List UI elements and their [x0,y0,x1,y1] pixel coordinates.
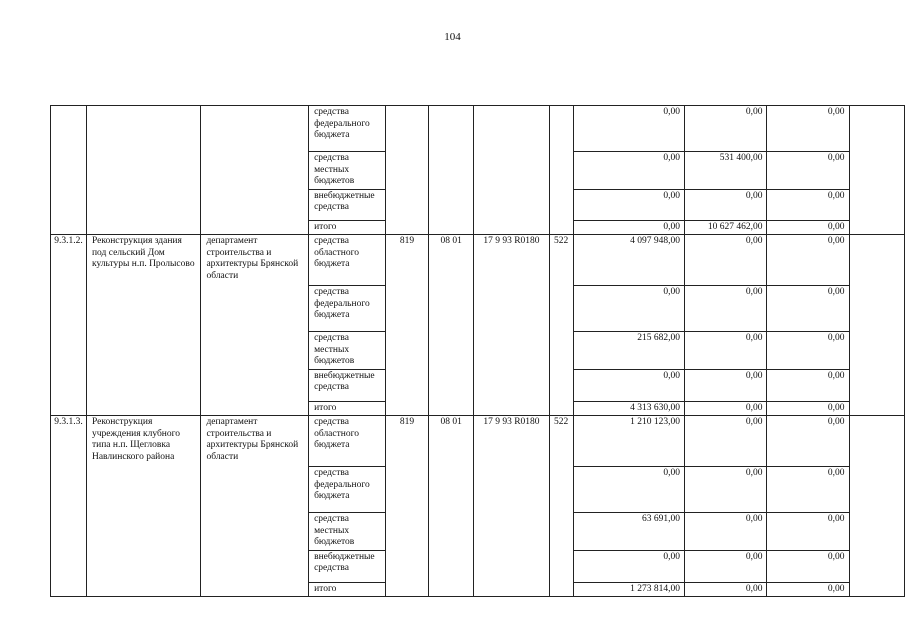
amount-year-1: 0,00 [573,550,684,582]
executor-cell [201,106,309,235]
amount-year-1: 1 210 123,00 [573,416,684,467]
amount-year-2: 0,00 [685,582,767,597]
funding-source: средства областного бюджета [309,235,386,286]
amount-year-1: 0,00 [573,467,684,513]
funding-source: итого [309,401,386,416]
amount-year-3: 0,00 [767,332,849,370]
amount-year-2: 10 627 462,00 [685,220,767,235]
funding-source: средства местных бюджетов [309,332,386,370]
amount-year-3: 0,00 [767,106,849,152]
funding-source: средства местных бюджетов [309,152,386,190]
rzpr-code: 08 01 [429,416,474,597]
amount-year-1: 0,00 [573,152,684,190]
rzpr-cell [429,106,474,235]
amount-year-1: 4 313 630,00 [573,401,684,416]
grbs-code: 819 [385,416,428,597]
amount-year-3: 0,00 [767,369,849,401]
amount-year-1: 1 273 814,00 [573,582,684,597]
amount-year-2: 0,00 [685,286,767,332]
amount-year-2: 0,00 [685,369,767,401]
funding-source: средства федерального бюджета [309,467,386,513]
csr-cell [474,106,550,235]
amount-year-3: 0,00 [767,467,849,513]
amount-year-3: 0,00 [767,513,849,551]
amount-year-3: 0,00 [767,220,849,235]
funding-source: средства местных бюджетов [309,513,386,551]
amount-year-2: 531 400,00 [685,152,767,190]
amount-year-1: 0,00 [573,286,684,332]
table-row [51,106,905,152]
item-name-cell [86,106,201,235]
funding-source: средства федерального бюджета [309,106,386,152]
item-name: Реконструкция учреждения клубного типа н.п. Щегловка Навлинского района [86,416,201,597]
table-row [51,416,905,467]
amount-year-1: 0,00 [573,369,684,401]
funding-source: итого [309,582,386,597]
vr-code: 522 [549,416,573,597]
amount-year-2: 0,00 [685,550,767,582]
amount-year-3: 0,00 [767,416,849,467]
amount-year-1: 63 691,00 [573,513,684,551]
amount-year-2: 0,00 [685,401,767,416]
grbs-cell [385,106,428,235]
amount-year-2: 0,00 [685,189,767,220]
table-row [51,235,905,286]
funding-source: внебюджетные средства [309,369,386,401]
funding-source: внебюджетные средства [309,550,386,582]
executor: департамент строительства и архитектуры Брянской области [201,235,309,416]
page-number: 104 [444,31,461,43]
amount-year-2: 0,00 [685,416,767,467]
amount-year-2: 0,00 [685,332,767,370]
amount-year-3: 0,00 [767,286,849,332]
amount-year-3: 0,00 [767,401,849,416]
amount-year-3: 0,00 [767,550,849,582]
csr-code: 17 9 93 R0180 [474,416,550,597]
grbs-code: 819 [385,235,428,416]
amount-year-1: 0,00 [573,189,684,220]
amount-year-1: 215 682,00 [573,332,684,370]
executor: департамент строительства и архитектуры Брянской области [201,416,309,597]
budget-table [50,105,905,597]
amount-year-2: 0,00 [685,513,767,551]
rzpr-code: 08 01 [429,235,474,416]
vr-code: 522 [549,235,573,416]
item-number: 9.3.1.2. [51,235,87,416]
funding-source: средства федерального бюджета [309,286,386,332]
amount-year-3: 0,00 [767,235,849,286]
empty-cell [849,106,904,235]
amount-year-2: 0,00 [685,106,767,152]
amount-year-1: 0,00 [573,220,684,235]
item-number-cell [51,106,87,235]
funding-source: итого [309,220,386,235]
item-name: Реконструкция здания под сельский Дом культуры н.п. Пролысово [86,235,201,416]
amount-year-2: 0,00 [685,235,767,286]
item-number: 9.3.1.3. [51,416,87,597]
amount-year-3: 0,00 [767,152,849,190]
amount-year-3: 0,00 [767,582,849,597]
amount-year-3: 0,00 [767,189,849,220]
empty-cell [849,416,904,597]
amount-year-1: 0,00 [573,106,684,152]
csr-code: 17 9 93 R0180 [474,235,550,416]
empty-cell [849,235,904,416]
funding-source: внебюджетные средства [309,189,386,220]
amount-year-2: 0,00 [685,467,767,513]
funding-source: средства областного бюджета [309,416,386,467]
vr-cell [549,106,573,235]
amount-year-1: 4 097 948,00 [573,235,684,286]
